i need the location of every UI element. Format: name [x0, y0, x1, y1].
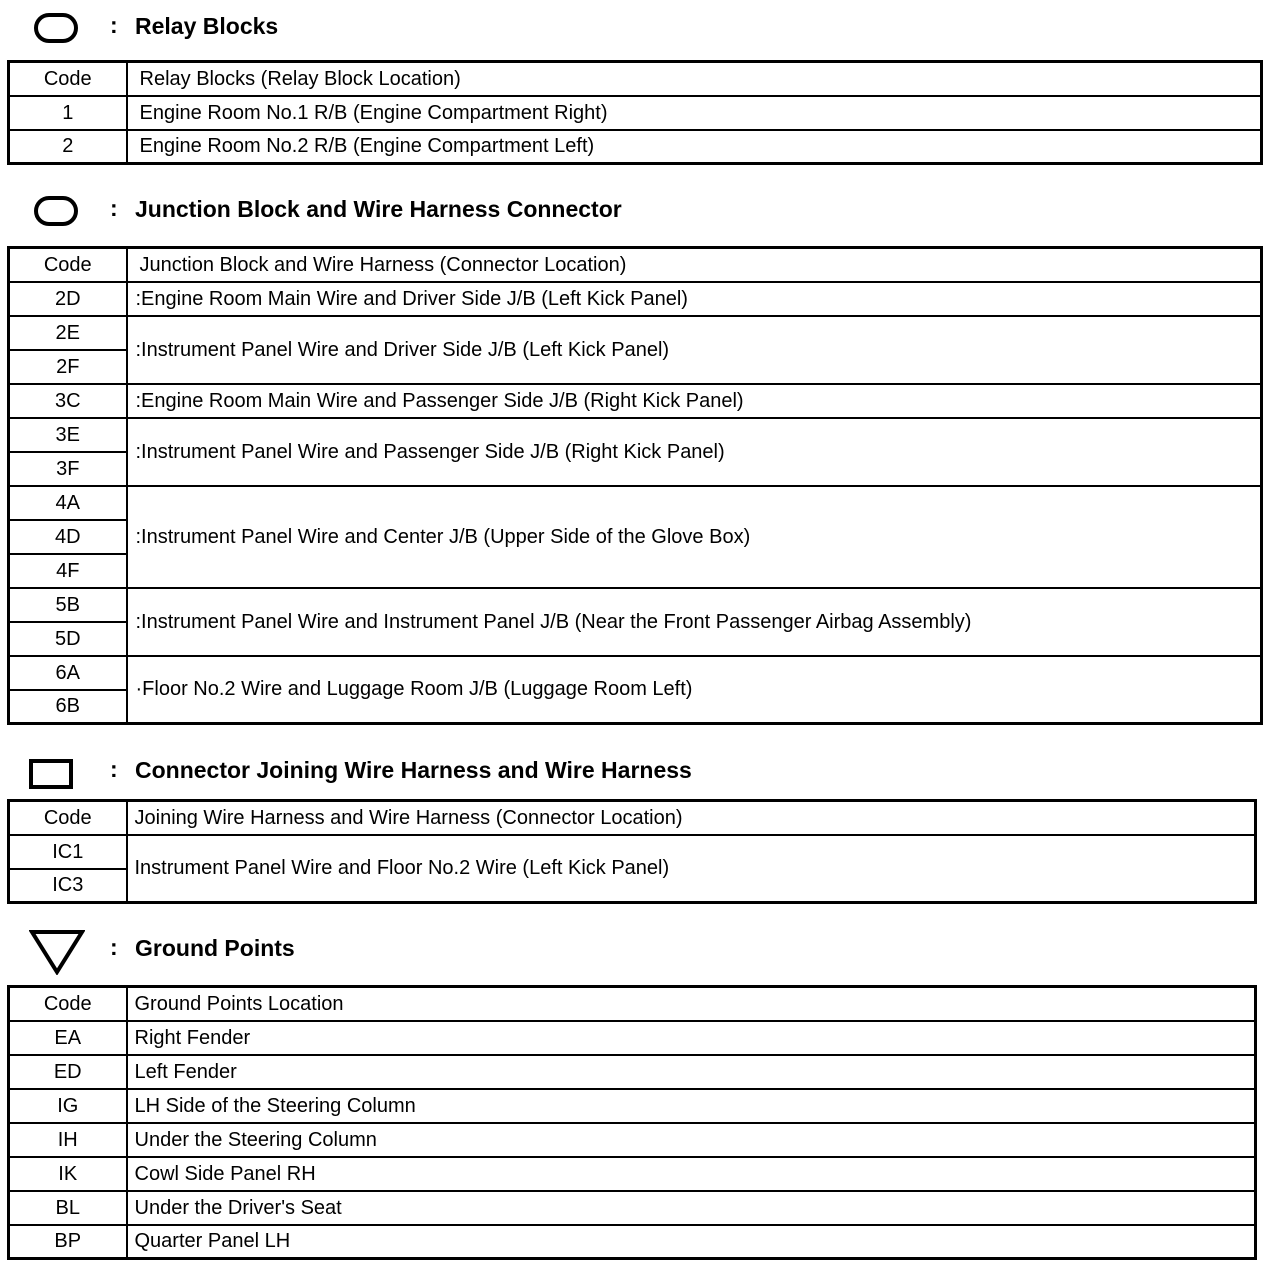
section-colon: :: [110, 934, 118, 960]
code-cell: ED: [9, 1055, 127, 1089]
code-cell: 5D: [9, 622, 127, 656]
section-colon: :: [110, 12, 118, 38]
table-row: [9, 1021, 1256, 1055]
code-cell: 4F: [9, 554, 127, 588]
table-header-row: [9, 987, 1256, 1021]
table-row: [9, 1055, 1256, 1089]
location-header: Junction Block and Wire Harness (Connector Location): [127, 248, 1262, 282]
relay-blocks-title: Relay Blocks: [135, 13, 279, 39]
section-colon: :: [110, 195, 118, 221]
location-cell: LH Side of the Steering Column: [127, 1089, 1256, 1123]
code-cell: EA: [9, 1021, 127, 1055]
code-header: Code: [9, 987, 127, 1021]
location-cell: Under the Steering Column: [127, 1123, 1256, 1157]
relay-blocks-table: [7, 60, 1263, 165]
location-header: Relay Blocks (Relay Block Location): [127, 62, 1262, 96]
location-cell: Engine Room No.1 R/B (Engine Compartment Right): [127, 96, 1262, 130]
table-row: [9, 835, 1256, 869]
location-header: Ground Points Location: [127, 987, 1256, 1021]
table-row: [9, 96, 1262, 130]
ground-triangle-icon: [29, 929, 85, 975]
code-cell: IC3: [9, 869, 127, 903]
code-cell: 4D: [9, 520, 127, 554]
table-row: [9, 1191, 1256, 1225]
location-cell: Under the Driver's Seat: [127, 1191, 1256, 1225]
location-cell: :Instrument Panel Wire and Passenger Side J/B (Right Kick Panel): [127, 418, 1262, 486]
location-cell: :Instrument Panel Wire and Driver Side J/B (Left Kick Panel): [127, 316, 1262, 384]
location-cell: Right Fender: [127, 1021, 1256, 1055]
location-cell: :Engine Room Main Wire and Passenger Side J/B (Right Kick Panel): [127, 384, 1262, 418]
location-cell: :Instrument Panel Wire and Center J/B (Upper Side of the Glove Box): [127, 486, 1262, 588]
code-cell: 2: [9, 130, 127, 164]
location-cell: Quarter Panel LH: [127, 1225, 1256, 1259]
table-row: [9, 1225, 1256, 1259]
location-cell: ·Floor No.2 Wire and Luggage Room J/B (Luggage Room Left): [127, 656, 1262, 724]
table-row: [9, 282, 1262, 316]
table-row: [9, 1157, 1256, 1191]
code-cell: IC1: [9, 835, 127, 869]
table-row: [9, 384, 1262, 418]
table-header-row: [9, 248, 1262, 282]
code-cell: 6A: [9, 656, 127, 690]
code-cell: 3F: [9, 452, 127, 486]
code-cell: BL: [9, 1191, 127, 1225]
table-row: [9, 1089, 1256, 1123]
code-cell: 3C: [9, 384, 127, 418]
connector-rectangle-icon: [29, 759, 73, 789]
table-row: [9, 656, 1262, 690]
table-row: [9, 130, 1262, 164]
code-cell: 5B: [9, 588, 127, 622]
table-row: [9, 588, 1262, 622]
junction-block-oval-icon: [34, 196, 78, 226]
code-cell: 1: [9, 96, 127, 130]
location-cell: Instrument Panel Wire and Floor No.2 Wire (Left Kick Panel): [127, 835, 1256, 903]
connector-title: Connector Joining Wire Harness and Wire Harness: [135, 757, 692, 783]
code-cell: 2D: [9, 282, 127, 316]
code-cell: IG: [9, 1089, 127, 1123]
location-header: Joining Wire Harness and Wire Harness (Connector Location): [127, 801, 1256, 835]
code-cell: BP: [9, 1225, 127, 1259]
location-cell: :Instrument Panel Wire and Instrument Panel J/B (Near the Front Passenger Airbag Assembly): [127, 588, 1262, 656]
table-header-row: [9, 62, 1262, 96]
code-cell: 3E: [9, 418, 127, 452]
junction-block-title: Junction Block and Wire Harness Connector: [135, 196, 622, 222]
location-cell: Cowl Side Panel RH: [127, 1157, 1256, 1191]
relay-block-oval-icon: [34, 13, 78, 43]
table-row: [9, 486, 1262, 520]
code-header: Code: [9, 248, 127, 282]
location-cell: :Engine Room Main Wire and Driver Side J/B (Left Kick Panel): [127, 282, 1262, 316]
code-cell: 4A: [9, 486, 127, 520]
section-colon: :: [110, 756, 118, 782]
table-row: [9, 1123, 1256, 1157]
connector-table: [7, 799, 1257, 904]
table-row: [9, 316, 1262, 350]
table-row: [9, 418, 1262, 452]
code-header: Code: [9, 801, 127, 835]
code-cell: IK: [9, 1157, 127, 1191]
ground-points-table: [7, 985, 1257, 1260]
code-header: Code: [9, 62, 127, 96]
code-cell: 6B: [9, 690, 127, 724]
code-cell: IH: [9, 1123, 127, 1157]
location-cell: Engine Room No.2 R/B (Engine Compartment Left): [127, 130, 1262, 164]
code-cell: 2F: [9, 350, 127, 384]
code-cell: 2E: [9, 316, 127, 350]
table-header-row: [9, 801, 1256, 835]
junction-block-table: [7, 246, 1263, 725]
ground-points-title: Ground Points: [135, 935, 295, 961]
location-cell: Left Fender: [127, 1055, 1256, 1089]
